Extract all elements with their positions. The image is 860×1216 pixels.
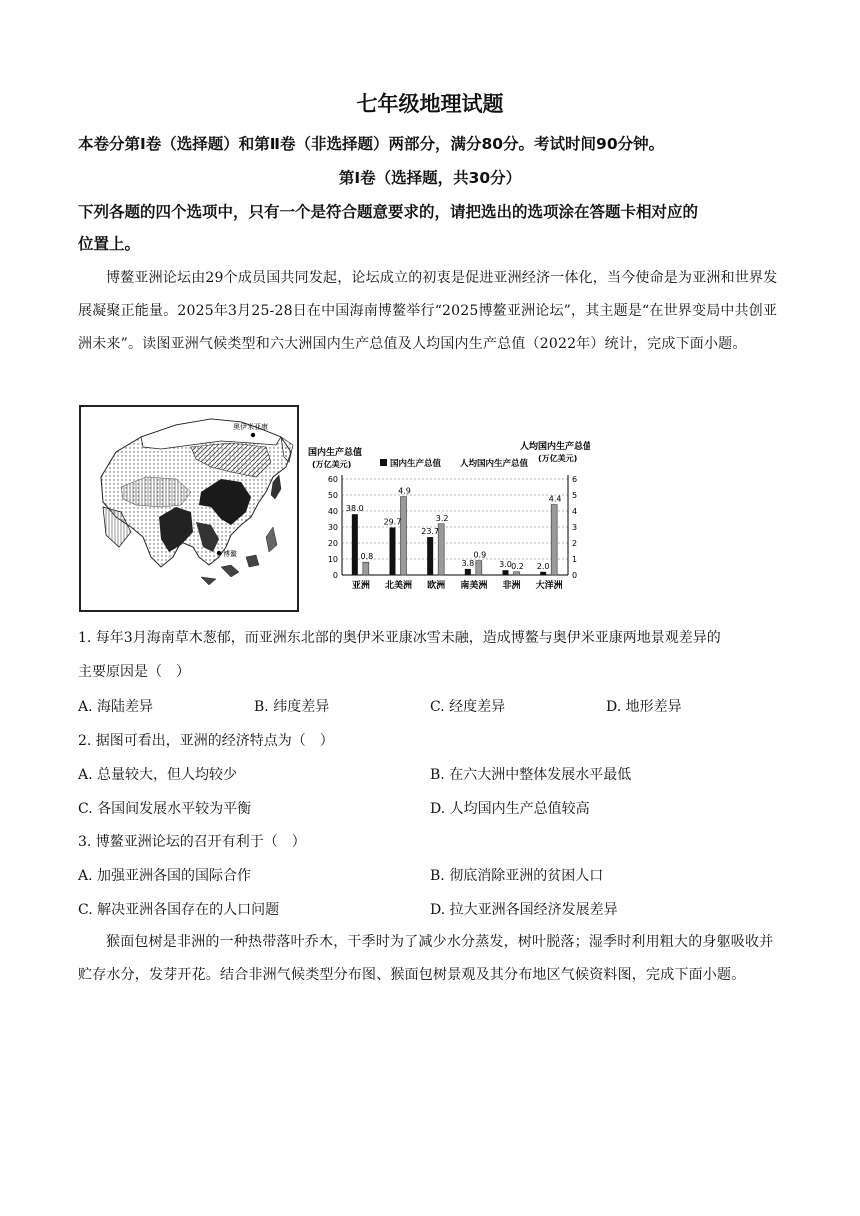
y-tick-right: 3: [572, 523, 578, 532]
bar-gdp: [465, 569, 471, 575]
boao-marker: [217, 551, 221, 555]
y-tick-right: 5: [572, 491, 578, 500]
y-axis-left-title-line-1: 国内生产总值: [308, 448, 363, 458]
y-axis-right-title-line-1: 人均国内生产总值: [520, 442, 590, 452]
data-label-per-capita: 0.2: [511, 561, 524, 571]
x-tick-label: 北美洲: [384, 581, 413, 591]
y-axis-left-title-line-2: (万亿美元): [312, 460, 352, 469]
question-2-option-d[interactable]: D. 人均国内生产总值较高: [430, 801, 590, 817]
gdp-chart-svg: [300, 435, 590, 605]
data-label-gdp: 3.8: [461, 558, 475, 568]
x-tick-label: 南美洲: [460, 581, 488, 591]
oymyakon-marker: [251, 433, 255, 437]
bar-gdp: [540, 572, 546, 575]
legend-swatch-gdp: [380, 459, 387, 466]
legend-label-per-capita: 人均国内生产总值: [460, 459, 529, 469]
question-2-option-c[interactable]: C. 各国间发展水平较为平衡: [78, 801, 252, 817]
y-tick-left: 20: [327, 539, 338, 548]
y-tick-right: 0: [572, 571, 578, 580]
bar-gdp: [503, 570, 509, 575]
page-title: 七年级地理试题: [356, 92, 504, 116]
bar-per-capita: [363, 562, 369, 575]
map-graphic: [81, 407, 297, 610]
legend-label-gdp: 国内生产总值: [390, 459, 442, 469]
question-3-option-b[interactable]: B. 彻底消除亚洲的贫困人口: [430, 868, 604, 884]
question-1-option-c[interactable]: C. 经度差异: [430, 699, 506, 715]
question-1-option-b[interactable]: B. 纬度差异: [254, 699, 330, 715]
map-label-boao: 博鳌: [223, 550, 237, 558]
question-1-option-d[interactable]: D. 地形差异: [606, 699, 682, 715]
question-3-option-d[interactable]: D. 拉大亚洲各国经济发展差异: [430, 902, 618, 918]
x-tick-label: 非洲: [502, 581, 521, 591]
y-tick-left: 60: [327, 475, 338, 484]
data-label-per-capita: 3.2: [435, 513, 449, 523]
question-1-option-a[interactable]: A. 海陆差异: [78, 699, 154, 715]
y-tick-right: 2: [572, 539, 578, 548]
y-tick-left: 0: [332, 571, 338, 580]
question-3-option-a[interactable]: A. 加强亚洲各国的国际合作: [78, 868, 252, 884]
data-label-gdp: 29.7: [383, 517, 402, 527]
question-2-option-a[interactable]: A. 总量较大，但人均较少: [78, 767, 238, 783]
asia-climate-map: [79, 405, 299, 612]
data-label-gdp: 2.0: [536, 561, 550, 571]
data-label-per-capita: 4.9: [398, 486, 411, 496]
data-label-gdp: 3.0: [499, 560, 512, 570]
bar-gdp: [390, 527, 396, 575]
bar-gdp: [352, 514, 358, 575]
question-1-stem-line-1: 1. 每年3月海南草木葱郁，而亚洲东北部的奥伊米亚康冰雪未融，造成博鳌与奥伊米亚康两地景观差异的: [78, 630, 721, 646]
x-tick-label: 大洋洲: [535, 581, 563, 591]
y-tick-left: 50: [327, 491, 338, 500]
bar-per-capita: [401, 497, 407, 575]
exam-info: 本卷分第Ⅰ卷（选择题）和第Ⅱ卷（非选择题）两部分，满分80分。考试时间90分钟。: [78, 135, 665, 153]
y-axis-right-title-line-2: (万亿美元): [538, 454, 578, 463]
gdp-chart: [300, 435, 590, 605]
bar-per-capita: [551, 505, 557, 575]
bar-per-capita: [476, 561, 482, 575]
section-title: 第Ⅰ卷（选择题，共30分）: [338, 169, 522, 187]
x-tick-label: 亚洲: [351, 581, 370, 591]
y-tick-right: 6: [572, 475, 578, 484]
x-tick-label: 欧洲: [427, 581, 446, 591]
passage-2: 猴面包树是非洲的一种热带落叶乔木，干季时为了减少水分蒸发，树叶脱落；湿季时利用粗大的身躯吸收并贮存水分，发芽开花。结合非洲气候类型分布图、猴面包树景观及其分布地区气候资料图，完成下面小题。: [78, 934, 774, 983]
question-1-stem-line-2: 主要原因是（ ）: [78, 664, 190, 680]
y-tick-right: 1: [572, 555, 578, 564]
map-label-oymyakon: 奥伊米亚康: [233, 423, 268, 431]
bar-per-capita: [514, 572, 520, 575]
instruction-line-1: 下列各题的四个选项中，只有一个是符合题意要求的，请把选出的选项涂在答题卡相对应的: [78, 203, 699, 221]
question-3-stem: 3. 博鳌亚洲论坛的召开有利于（ ）: [78, 834, 306, 850]
y-tick-left: 40: [327, 507, 338, 516]
data-label-gdp: 23.7: [421, 527, 440, 537]
passage-1: 博鳌亚洲论坛由29个成员国共同发起，论坛成立的初衷是促进亚洲经济一体化，当今使命是为亚洲和世界发展凝聚正能量。2025年3月25-28日在中国海南博鳌举行“2025博鳌亚洲论坛”，其主题是“在世界变局中共创亚洲未来”。读图亚洲气候类型和六大洲国内生产总值及人均国内生产总值（2022年）统计，完成下面小题。: [78, 270, 778, 352]
y-tick-left: 10: [327, 555, 338, 564]
y-tick-right: 4: [572, 507, 578, 516]
question-2-stem: 2. 据图可看出，亚洲的经济特点为（ ）: [78, 733, 334, 749]
bar-gdp: [427, 537, 433, 575]
instruction-line-2: 位置上。: [78, 235, 141, 253]
data-label-gdp: 38.0: [345, 504, 364, 514]
y-tick-left: 30: [327, 523, 338, 532]
data-label-per-capita: 0.9: [473, 550, 487, 560]
question-2-option-b[interactable]: B. 在六大洲中整体发展水平最低: [430, 767, 632, 783]
data-label-per-capita: 4.4: [548, 494, 562, 504]
question-3-option-c[interactable]: C. 解决亚洲各国存在的人口问题: [78, 902, 280, 918]
data-label-per-capita: 0.8: [360, 552, 374, 562]
